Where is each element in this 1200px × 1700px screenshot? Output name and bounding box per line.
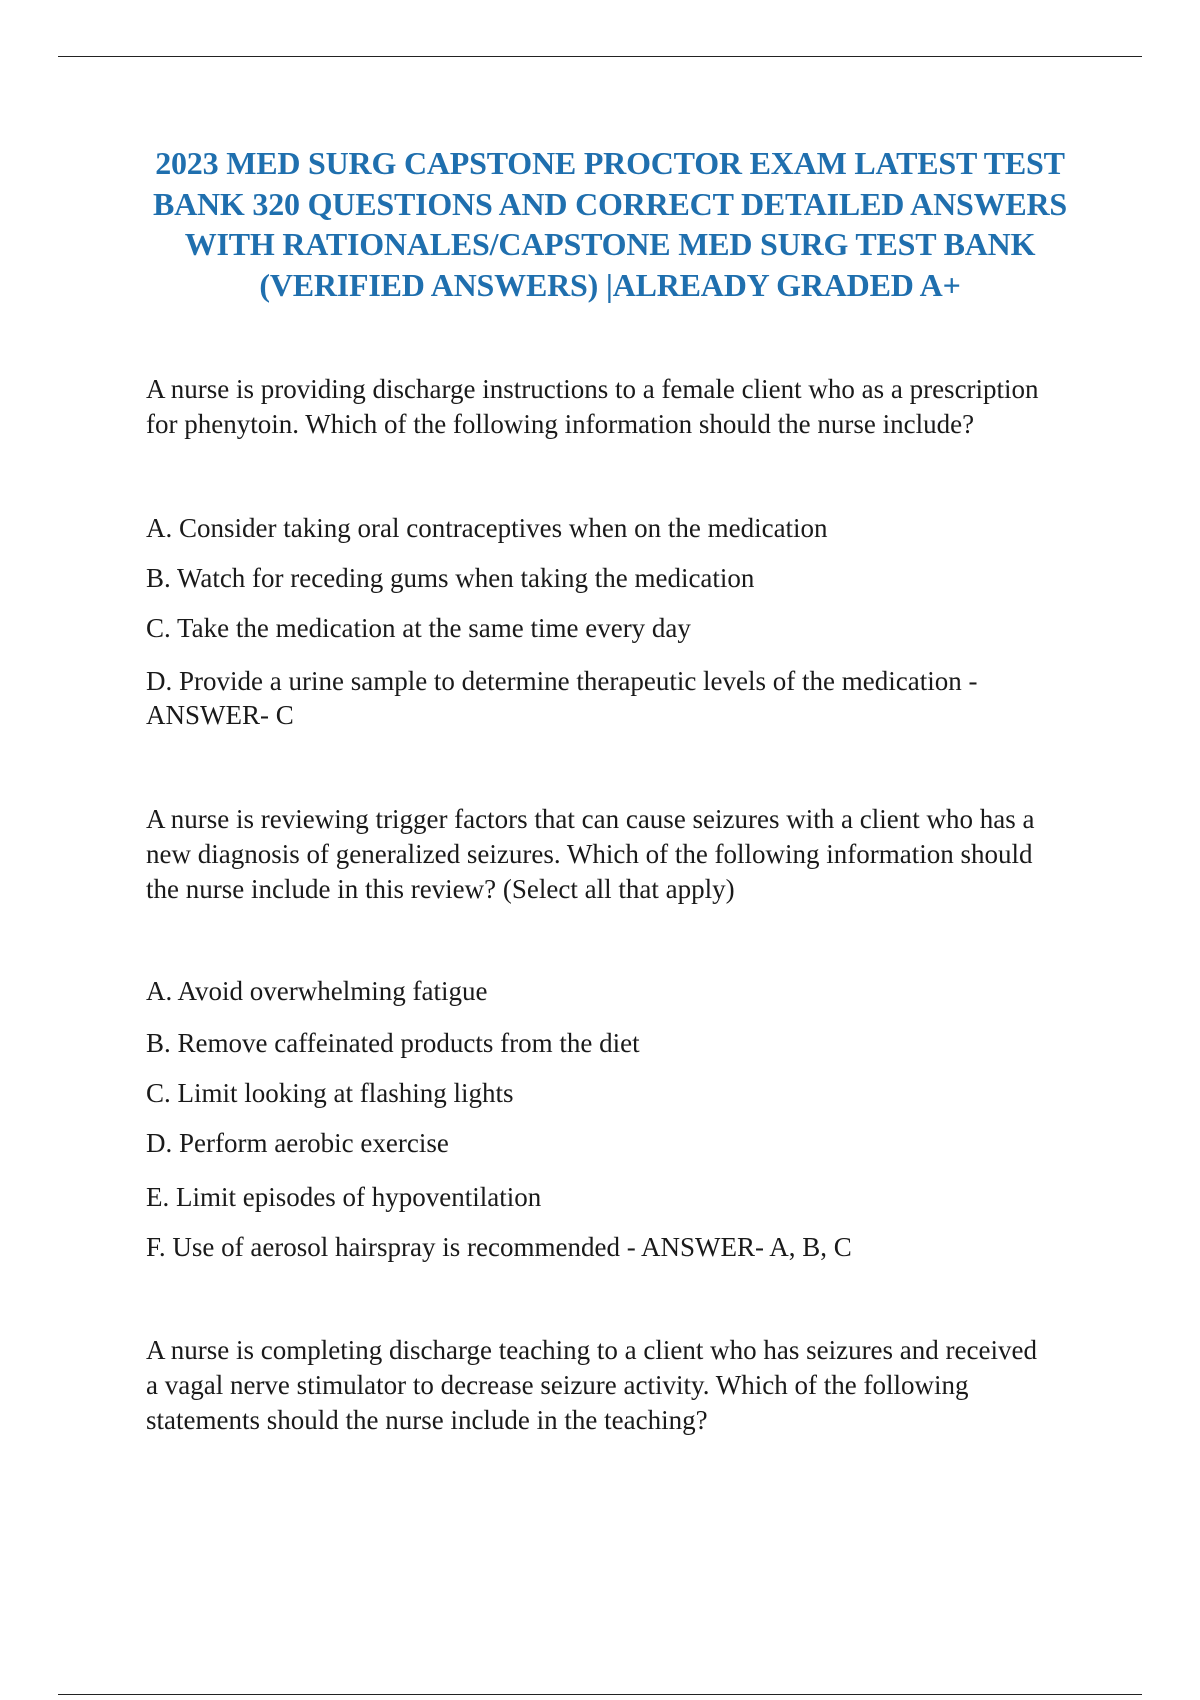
stem-line: A nurse is completing discharge teaching to a client who has seizures and received (146, 1335, 1037, 1365)
bottom-divider (58, 1694, 1142, 1695)
question-1-option-d: D. Provide a urine sample to determine therapeutic levels of the medication - (146, 666, 978, 696)
title-line: (VERIFIED ANSWERS) |ALREADY GRADED A+ (259, 266, 961, 303)
stem-line: A nurse is reviewing trigger factors that can cause seizures with a client who has a (146, 804, 1035, 834)
document-title (130, 143, 1090, 305)
question-1-answer: ANSWER- C (146, 700, 294, 730)
question-1-stem (146, 372, 1086, 442)
question-2-stem (146, 802, 1086, 907)
stem-line: for phenytoin. Which of the following information should the nurse include? (146, 409, 975, 439)
question-2-option-d: D. Perform aerobic exercise (146, 1128, 449, 1158)
question-1-option-a: A. Consider taking oral contraceptives when on the medication (146, 513, 828, 543)
title-line: 2023 MED SURG CAPSTONE PROCTOR EXAM LATEST TEST (155, 145, 1065, 181)
question-3-stem (146, 1333, 1086, 1438)
question-2-option-e: E. Limit episodes of hypoventilation (146, 1182, 542, 1212)
stem-line: new diagnosis of generalized seizures. Which of the following information should (146, 839, 1033, 869)
question-1-option-c: C. Take the medication at the same time every day (146, 613, 691, 643)
title-line: WITH RATIONALES/CAPSTONE MED SURG TEST BANK (184, 226, 1036, 262)
question-2-option-b: B. Remove caffeinated products from the diet (146, 1028, 640, 1058)
question-2-option-f-answer: F. Use of aerosol hairspray is recommended - ANSWER- A, B, C (146, 1232, 852, 1262)
question-2-option-c: C. Limit looking at flashing lights (146, 1078, 514, 1108)
stem-line: A nurse is providing discharge instructions to a female client who as a prescription (146, 374, 1039, 404)
stem-line: the nurse include in this review? (Select all that apply) (146, 874, 735, 904)
stem-line: a vagal nerve stimulator to decrease seizure activity. Which of the following (146, 1370, 969, 1400)
top-divider (58, 56, 1142, 57)
question-1-option-b: B. Watch for receding gums when taking the medication (146, 563, 755, 593)
question-2-option-a: A. Avoid overwhelming fatigue (146, 976, 488, 1006)
stem-line: statements should the nurse include in the teaching? (146, 1405, 708, 1435)
title-line: BANK 320 QUESTIONS AND CORRECT DETAILED ANSWERS (152, 185, 1068, 222)
